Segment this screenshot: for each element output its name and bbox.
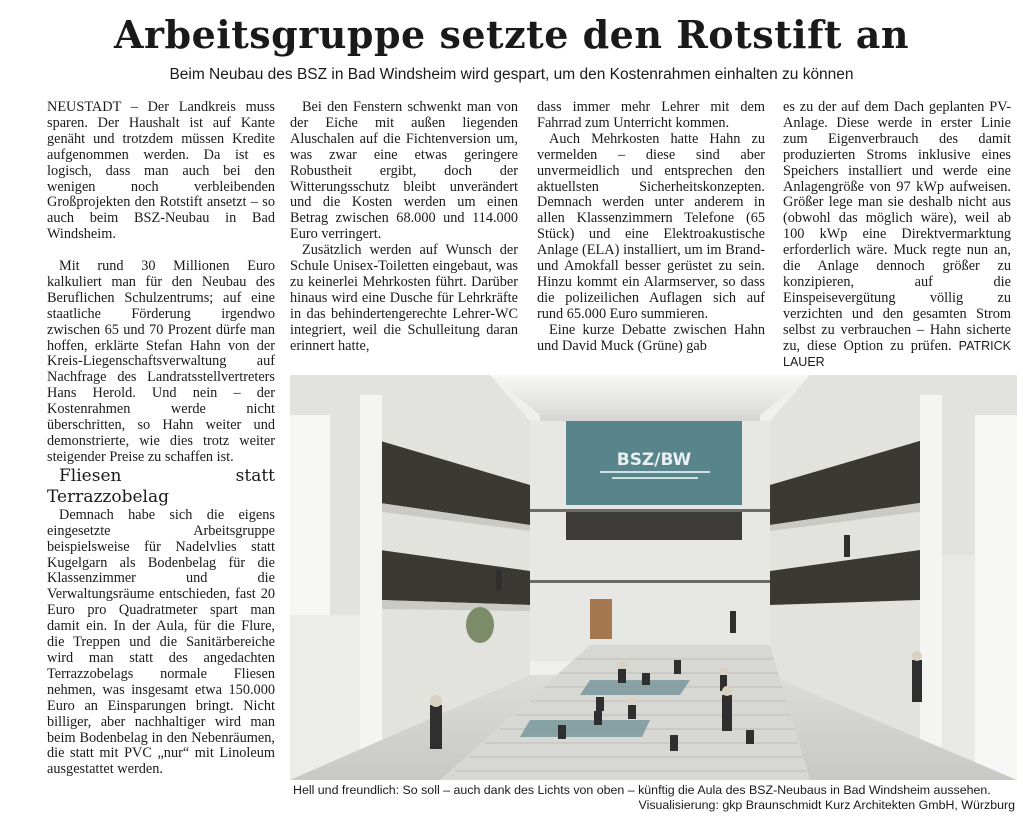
article-subheadline: Beim Neubau des BSZ in Bad Windsheim wird gespart, um den Kostenrahmen einhalten zu können [169, 66, 854, 83]
paragraph: Mit rund 30 Millionen Euro kalkuliert man für den Neubau des Beruflichen Schulzentrums; auf eine staatliche Förderung irgendwo zwischen 65 und 70 Prozent dürfe man hoffen, erklärte Stefan Hahn von der Kreis-Liegenschaftsverwaltung auf Nachfrage des Landratsstellvertreters Hans Herold. Und nein – der Kostenrahmen werde nicht überschritten, so Hahn weiter und demonstrierte, wie dies trotz weiter steigender Preise zu schaffen ist. [47, 258, 275, 465]
floor-line [530, 509, 770, 512]
paragraph [783, 100, 1011, 370]
paragraph: NEUSTADT – Der Landkreis muss sparen. Der Haushalt ist auf Kante genäht und trotzdem müssen Kredite aufgenommen werden. Da ist es logisch, dass man auch bei den wenigen noch verbleibenden Großprojekten den Rotstift ansetzt – so auch beim BSZ-Neubau in Bad Windsheim. [47, 99, 275, 243]
intertitle: Fliesen statt Terrazzobelag [47, 465, 275, 507]
atrium-visualisation [290, 375, 1017, 780]
article-headline: Arbeitsgruppe setzte den Rotstift an [114, 12, 909, 57]
text-column-1 [47, 100, 275, 778]
article-photo [290, 375, 1017, 780]
sign-line [612, 477, 698, 479]
text-column-3 [537, 100, 765, 355]
column [360, 395, 382, 780]
paragraph: Auch Mehrkosten hatte Hahn zu vermelden – diese sind aber unvermeidlich und entsprechen den aktuellsten Sicherheitskonzepten. Demnach werden unter anderem in allen Klassenzimmern Telefone (65 Stück) und eine Elektroakustische Anlage (ELA) installiert, um im Brand- und Amokfall besser gerüstet zu sein. Hinzu kommt ein Alarmserver, so dass die polizeilichen Auflagen sich auf rund 65.000 Euro summieren. [537, 130, 765, 322]
text-column-4 [783, 100, 1011, 370]
school-sign: BSZ/BW [616, 450, 692, 470]
door [590, 599, 612, 639]
paragraph: Bei den Fenstern schwenkt man von der Eiche mit außen liegenden Aluschalen auf die Fichtenversion um, was zwar eine etwas geringere Robustheit ergibt, doch der Witterungsschutz bleibt unverändert und die Kosten werden um einen Betrag zwischen 68.000 und 114.000 Euro verringert. [290, 99, 518, 243]
column [975, 415, 1017, 780]
skylight [490, 375, 810, 415]
paragraph: Zusätzlich werden auf Wunsch der Schule Unisex-Toiletten eingebaut, was zu keinerlei Mehrkosten führt. Darüber hinaus wird eine Dusche für Lehrkräfte in das behindertengerechte Lehrer-WC integriert, weil die Schulleitung daran erinnert hatte, [290, 242, 518, 354]
paragraph: Demnach habe sich die eigens eingesetzte Arbeitsgruppe beispielsweise für Nadelvlies statt Kugelgarn als Bodenbelag für die Klassenzimmer und die Verwaltungsräume entschieden, fast 20 Euro pro Quadratmeter spart man damit ein. In der Aula, für die Flure, die Treppen und die Sanitärbereiche wird man statt des angedachten Terrazzobelags normale Fliesen nehmen, was insgesamt etwa 150.000 Euro an Einsparungen bringt. Nicht billiger, aber nachhaltiger wird man beim Bodenbelag in den Nebenräumen, die statt mit PVC „nur“ mit Linoleum ausgestattet werden. [47, 506, 275, 778]
floor-line [530, 580, 770, 583]
photo-caption: Hell und freundlich: So soll – auch dank des Lichts von oben – künftig die Aula des BSZ-Neubaus in Bad Windsheim aussehen. [293, 783, 991, 797]
photo-credit: Visualisierung: gkp Braunschmidt Kurz Architekten GmbH, Würzburg [638, 798, 1015, 812]
skylight-edge [540, 415, 760, 421]
paragraph: Eine kurze Debatte zwischen Hahn und David Muck (Grüne) gab [537, 321, 765, 354]
right-ground [942, 555, 975, 780]
paragraph-text: es zu der auf dem Dach geplanten PV-Anlage. Diese werde in erster Linie zum Eigenverbrauch des damit produzierten Stroms inklusive eines Speichers installiert und werde eine Anlagengröße von 97 kWp aufweisen. Größer lege man sie deshalb nicht aus (obwohl das möglich wäre), weil ab 100 kWp eine Direktvermarktung erforderlich wäre. Muck regte nun an, die Anlage dennoch größer zu konzipieren, auf die Einspeisevergütung völlig zu verzichten und den gesamten Strom selbst zu verbrauchen – Hahn sicherte zu, diese Option zu prüfen. [783, 99, 1011, 354]
gallery-railing [566, 512, 742, 540]
paragraph: dass immer mehr Lehrer mit dem Fahrrad zum Unterricht kommen. [537, 99, 765, 131]
seating-cushion [520, 720, 650, 737]
text-column-2 [290, 100, 518, 355]
plant [466, 607, 494, 643]
sign-line [600, 471, 710, 473]
column [920, 395, 942, 780]
seating-cushion [580, 680, 690, 695]
author-byline: PATRICK LAUER [783, 338, 1011, 369]
